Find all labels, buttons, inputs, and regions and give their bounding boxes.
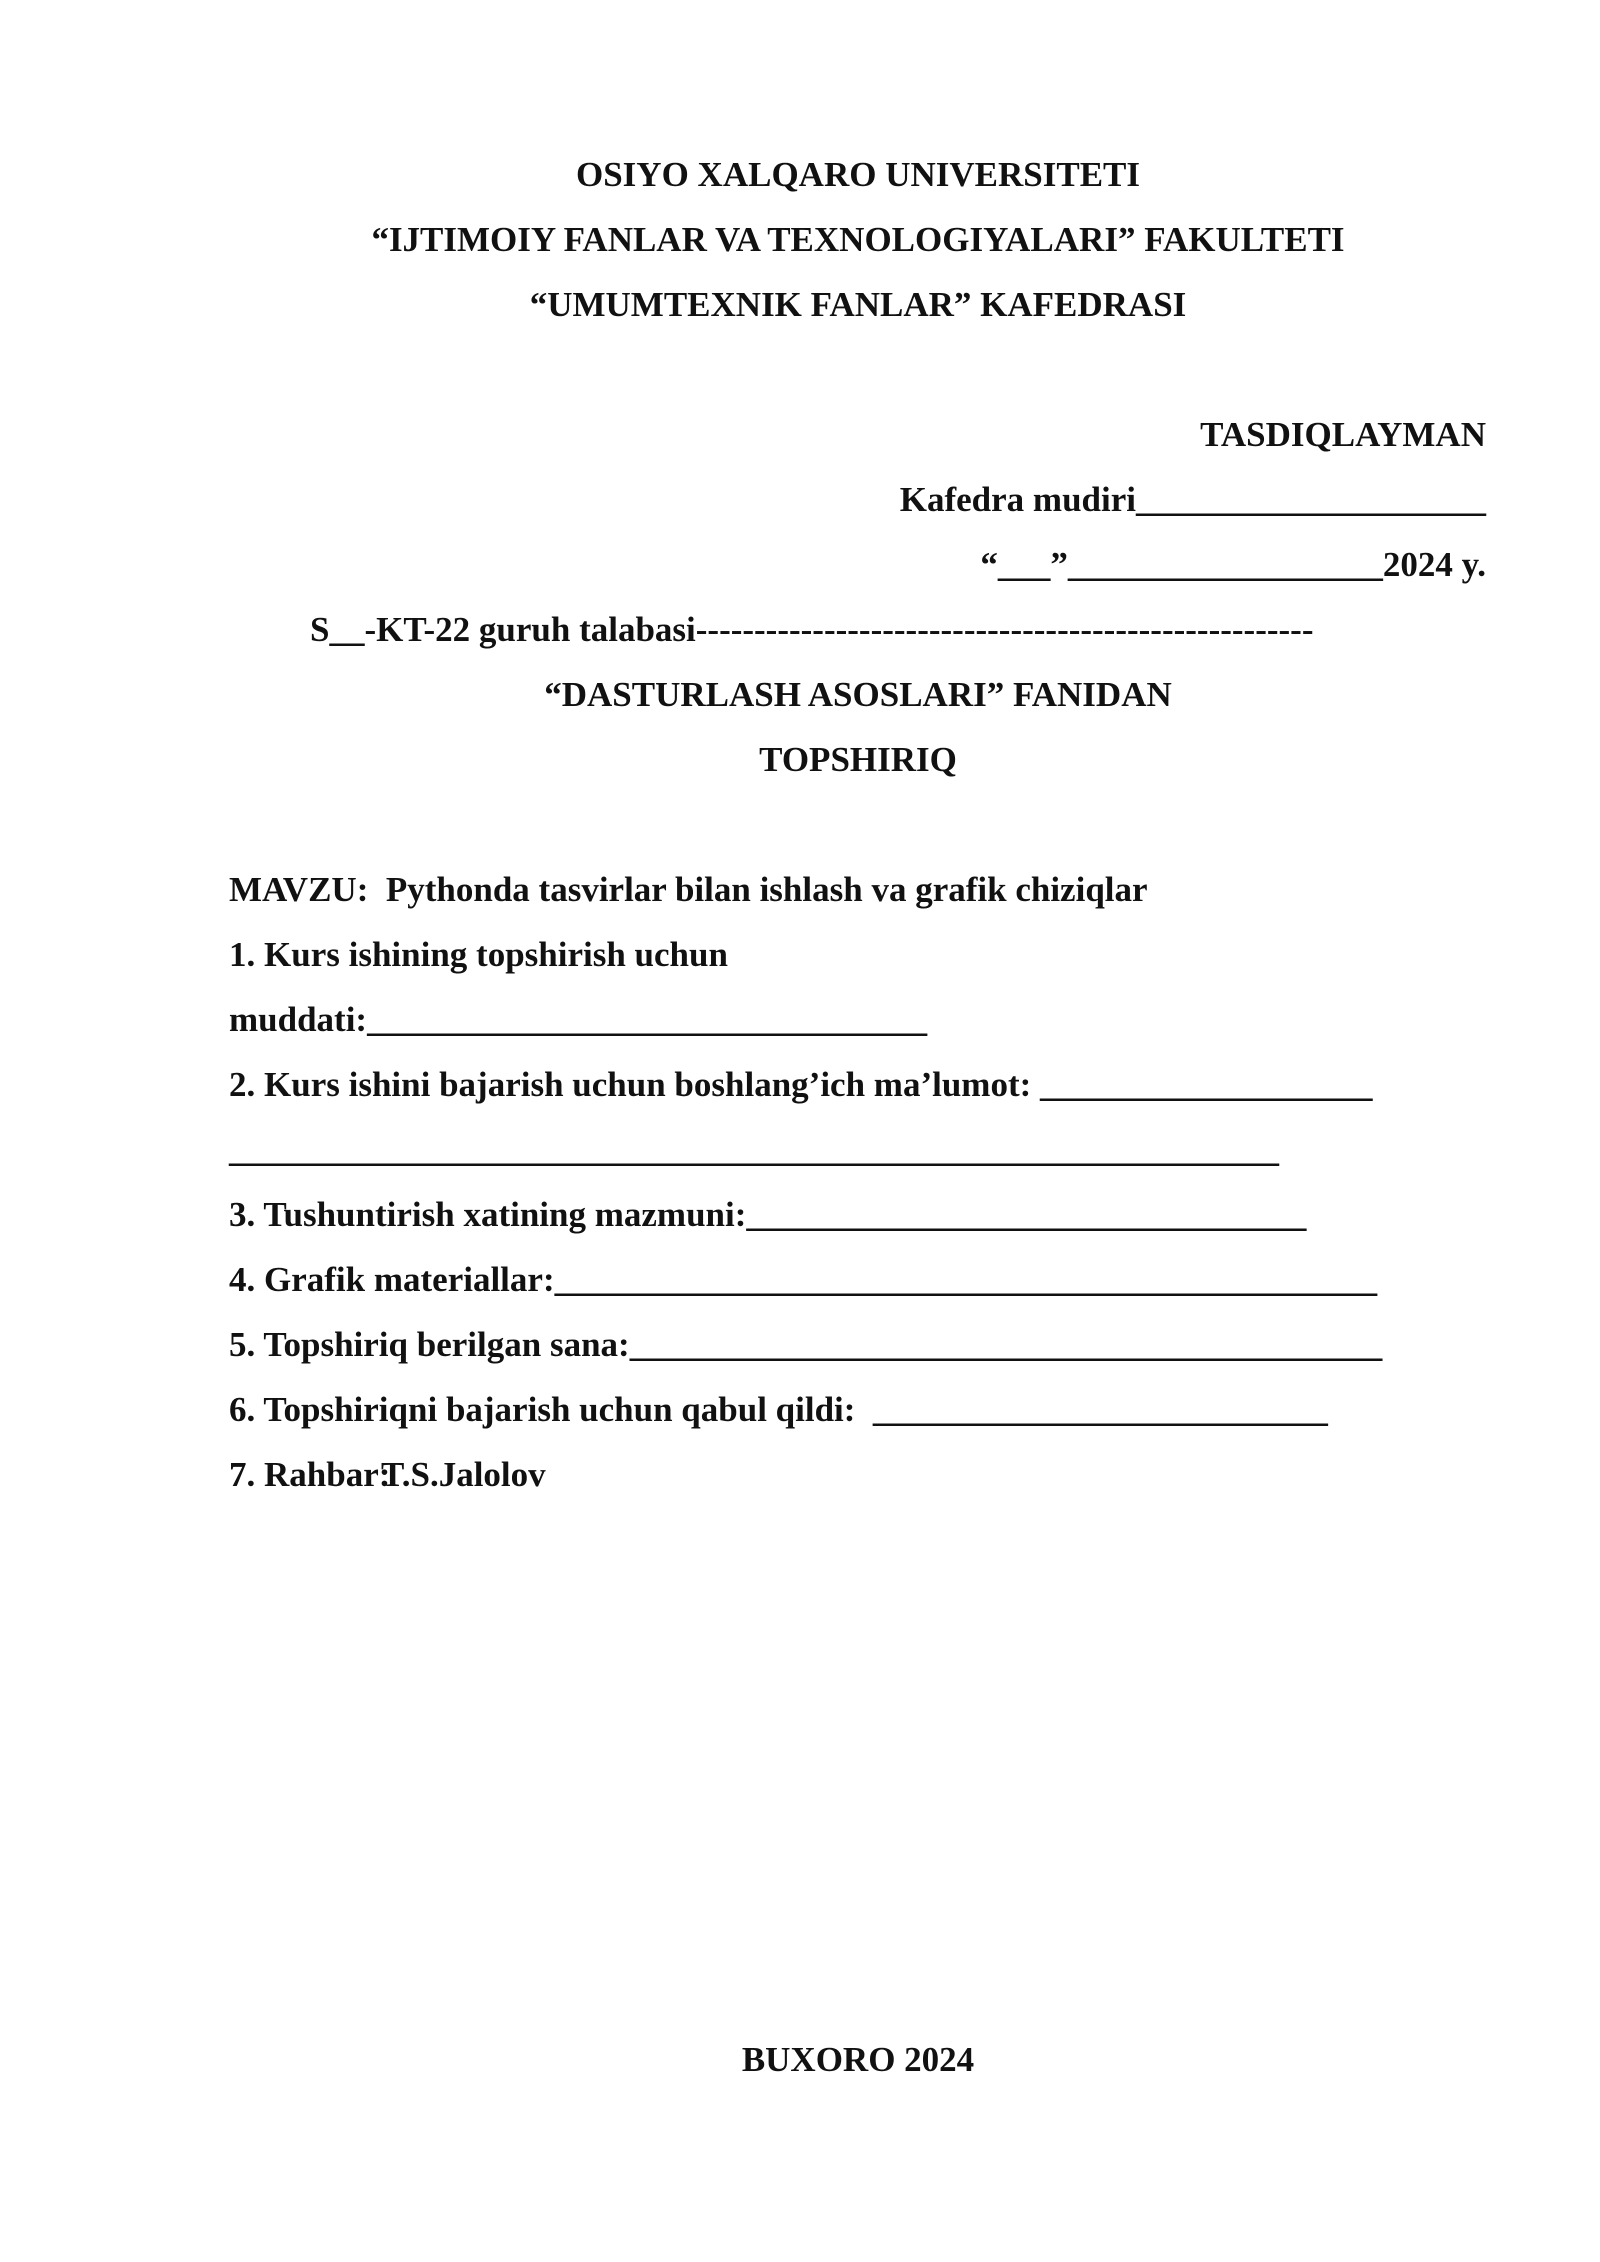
approval-title: TASDIQLAYMAN [1200,415,1486,454]
topic-line [229,870,1148,910]
student-group-line: S__-KT-22 guruh talabasi----------------------------------------------------- [310,610,1314,649]
supervisor-label: 7. Rahbar: [229,1455,391,1494]
item-2-line-a: 2. Kurs ishini bajarish uchun boshlang’ich ma’lumot: ___________________ [229,1065,1373,1104]
subject-title: “DASTURLASH ASOSLARI” FANIDAN [544,675,1172,714]
footer-city-year: BUXORO 2024 [741,2040,975,2079]
department-head-line: Kafedra mudiri____________________ [899,480,1486,519]
item-1-line-a: 1. Kurs ishining topshirish uchun [229,935,728,974]
department-name: “UMUMTEXNIK FANLAR” KAFEDRASI [529,285,1187,324]
topic-text: Pythonda tasvirlar bilan ishlash va grafik chiziqlar [385,870,1148,909]
item-1-line-b: muddati:________________________________ [229,1000,928,1039]
supervisor-name: T.S.Jalolov [381,1455,546,1494]
topic-label: MAVZU: [229,870,369,909]
item-3-line: 3. Tushuntirish xatining mazmuni:________________________________ [229,1195,1307,1234]
approval-date-line: “___”__________________2024 y. [980,545,1486,584]
item-7-line [229,1455,546,1495]
faculty-name: “IJTIMOIY FANLAR VA TEXNOLOGIYALARI” FAKULTETI [371,220,1345,259]
university-name: OSIYO XALQARO UNIVERSITETI [575,155,1141,194]
document-title: TOPSHIRIQ [759,740,957,779]
item-6-line: 6. Topshiriqni bajarish uchun qabul qildi: __________________________ [229,1390,1328,1429]
item-4-line: 4. Grafik materiallar:_______________________________________________ [229,1260,1378,1299]
item-2-line-b: ____________________________________________________________ [229,1130,1279,1169]
item-5-line: 5. Topshiriq berilgan sana:___________________________________________ [229,1325,1383,1364]
